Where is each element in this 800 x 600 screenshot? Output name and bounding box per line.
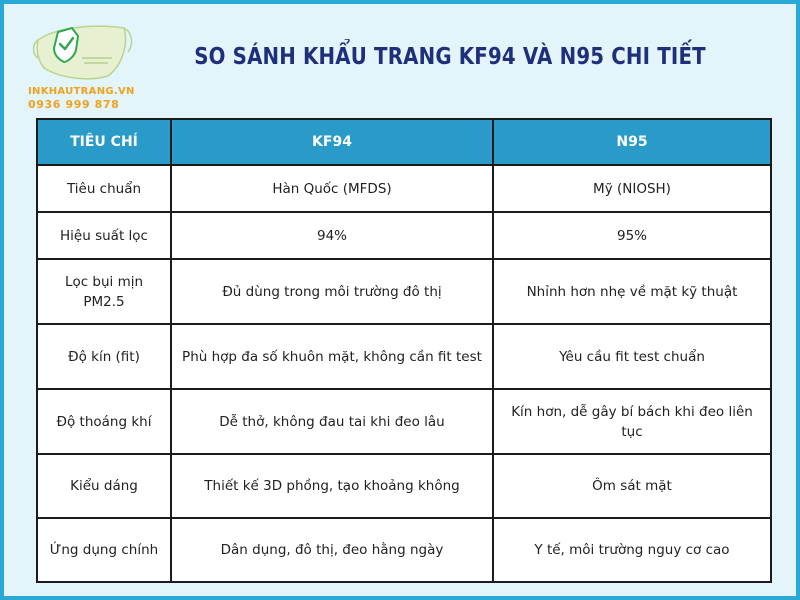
table-header-row [37, 119, 771, 165]
criteria-cell: Lọc bụi mịn PM2.5 [37, 259, 171, 324]
brand-phone[interactable]: 0936 999 878 [28, 98, 120, 111]
n95-cell: Ôm sát mặt [493, 454, 771, 518]
kf94-cell: 94% [171, 212, 493, 259]
criteria-cell: Kiểu dáng [37, 454, 171, 518]
brand-logo [28, 18, 138, 110]
kf94-cell: Thiết kế 3D phồng, tạo khoảng không [171, 454, 493, 518]
header-criteria: TIÊU CHÍ [37, 119, 171, 165]
brand-site[interactable]: INKHAUTRANG.VN [28, 86, 135, 97]
n95-cell: Nhỉnh hơn nhẹ về mặt kỹ thuật [493, 259, 771, 324]
kf94-cell: Hàn Quốc (MFDS) [171, 165, 493, 212]
header-kf94: KF94 [171, 119, 493, 165]
mask-logo-icon [28, 18, 138, 86]
table-row [37, 212, 771, 259]
criteria-cell: Hiệu suất lọc [37, 212, 171, 259]
kf94-cell: Đủ dùng trong môi trường đô thị [171, 259, 493, 324]
kf94-cell: Phù hợp đa số khuôn mặt, không cần fit test [171, 324, 493, 389]
criteria-cell: Độ thoáng khí [37, 389, 171, 454]
table-row [37, 324, 771, 389]
criteria-cell: Tiêu chuẩn [37, 165, 171, 212]
n95-cell: Kín hơn, dễ gây bí bách khi đeo liên tục [493, 389, 771, 454]
n95-cell: 95% [493, 212, 771, 259]
table-row [37, 259, 771, 324]
kf94-cell: Dân dụng, đô thị, đeo hằng ngày [171, 518, 493, 582]
criteria-cell: Ứng dụng chính [37, 518, 171, 582]
criteria-cell: Độ kín (fit) [37, 324, 171, 389]
comparison-table [36, 118, 772, 583]
kf94-cell: Dễ thở, không đau tai khi đeo lâu [171, 389, 493, 454]
header-n95: N95 [493, 119, 771, 165]
n95-cell: Yêu cầu fit test chuẩn [493, 324, 771, 389]
table-row [37, 454, 771, 518]
page-title: SO SÁNH KHẨU TRANG KF94 VÀ N95 CHI TIẾT [194, 44, 706, 70]
table-row [37, 165, 771, 212]
table-row [37, 518, 771, 582]
table-row [37, 389, 771, 454]
n95-cell: Mỹ (NIOSH) [493, 165, 771, 212]
n95-cell: Y tế, môi trường nguy cơ cao [493, 518, 771, 582]
